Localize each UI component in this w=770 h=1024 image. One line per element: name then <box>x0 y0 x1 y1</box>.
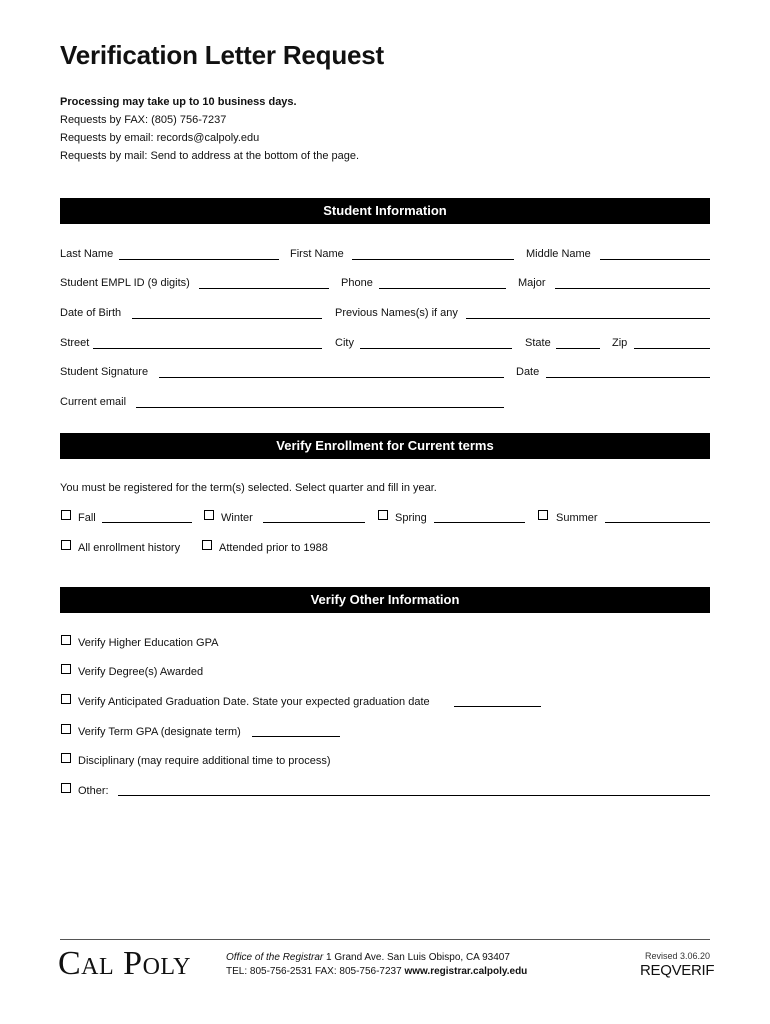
fax-info: Requests by FAX: (805) 756-7237 <box>60 114 227 126</box>
previous-names-field[interactable] <box>466 318 710 319</box>
street-address: 1 Grand Ave. San Luis Obispo, CA 93407 <box>326 952 510 963</box>
enrollment-instructions: You must be registered for the term(s) selected. Select quarter and fill in year. <box>60 482 437 494</box>
other-checkbox[interactable] <box>61 783 71 793</box>
other-label: Other: <box>78 785 109 797</box>
fall-label: Fall <box>78 512 96 524</box>
zip-field[interactable] <box>634 348 710 349</box>
other-info-heading: Verify Other Information <box>60 587 710 613</box>
enrollment-heading: Verify Enrollment for Current terms <box>60 433 710 459</box>
page-title: Verification Letter Request <box>60 40 385 70</box>
street-field[interactable] <box>93 348 322 349</box>
all-history-checkbox[interactable] <box>61 540 71 550</box>
dob-label: Date of Birth <box>60 307 122 319</box>
revised-date: Revised 3.06.20 <box>645 951 711 961</box>
gpa-label: Verify Higher Education GPA <box>78 637 219 649</box>
degrees-label: Verify Degree(s) Awarded <box>78 666 204 678</box>
disciplinary-label: Disciplinary (may require additional time to process) <box>78 755 331 767</box>
gpa-checkbox[interactable] <box>61 635 71 645</box>
spring-year-field[interactable] <box>434 522 525 523</box>
dob-field[interactable] <box>132 318 322 319</box>
middle-name-label: Middle Name <box>526 248 591 260</box>
summer-checkbox[interactable] <box>538 510 548 520</box>
state-field[interactable] <box>556 348 600 349</box>
phone-field[interactable] <box>379 288 506 289</box>
term-gpa-field[interactable] <box>252 736 340 737</box>
street-label: Street <box>60 337 90 349</box>
winter-label: Winter <box>221 512 253 524</box>
signature-field[interactable] <box>159 377 504 378</box>
first-name-label: First Name <box>290 248 344 260</box>
anticipated-label: Verify Anticipated Graduation Date. State your expected graduation date <box>78 696 430 708</box>
summer-year-field[interactable] <box>605 522 710 523</box>
major-label: Major <box>518 277 546 289</box>
last-name-label: Last Name <box>60 248 114 260</box>
city-field[interactable] <box>360 348 512 349</box>
signature-label: Student Signature <box>60 366 149 378</box>
anticipated-date-field[interactable] <box>454 706 541 707</box>
degrees-checkbox[interactable] <box>61 664 71 674</box>
spring-checkbox[interactable] <box>378 510 388 520</box>
tel-fax: TEL: 805-756-2531 FAX: 805-756-7237 <box>226 966 402 977</box>
phone-label: Phone <box>341 277 373 289</box>
date-field[interactable] <box>546 377 710 378</box>
empl-id-field[interactable] <box>199 288 329 289</box>
term-gpa-checkbox[interactable] <box>61 724 71 734</box>
state-label: State <box>525 337 551 349</box>
form-code: REQVERIF <box>640 962 715 979</box>
anticipated-checkbox[interactable] <box>61 694 71 704</box>
previous-names-label: Previous Names(s) if any <box>335 307 458 319</box>
fall-year-field[interactable] <box>102 522 192 523</box>
current-email-label: Current email <box>60 396 127 408</box>
term-gpa-label: Verify Term GPA (designate term) <box>78 726 241 738</box>
all-history-label: All enrollment history <box>78 542 181 554</box>
winter-checkbox[interactable] <box>204 510 214 520</box>
cal-poly-logo: Cal Poly <box>58 945 192 982</box>
summer-label: Summer <box>556 512 598 524</box>
email-info: Requests by email: records@calpoly.edu <box>60 132 260 144</box>
footer-divider <box>60 939 710 940</box>
other-field[interactable] <box>118 795 710 796</box>
winter-year-field[interactable] <box>263 522 365 523</box>
contact-line <box>226 966 527 977</box>
major-field[interactable] <box>555 288 710 289</box>
student-information-heading: Student Information <box>60 198 710 224</box>
fall-checkbox[interactable] <box>61 510 71 520</box>
prior-1988-checkbox[interactable] <box>202 540 212 550</box>
office-name: Office of the Registrar <box>226 952 324 963</box>
processing-note: Processing may take up to 10 business days. <box>60 96 297 108</box>
empl-id-label: Student EMPL ID (9 digits) <box>60 277 190 289</box>
date-label: Date <box>516 366 540 378</box>
mail-info: Requests by mail: Send to address at the bottom of the page. <box>60 150 360 162</box>
current-email-field[interactable] <box>136 407 504 408</box>
prior-1988-label: Attended prior to 1988 <box>219 542 328 554</box>
middle-name-field[interactable] <box>600 259 710 260</box>
disciplinary-checkbox[interactable] <box>61 753 71 763</box>
first-name-field[interactable] <box>352 259 514 260</box>
office-address <box>226 952 510 963</box>
zip-label: Zip <box>612 337 628 349</box>
spring-label: Spring <box>395 512 427 524</box>
city-label: City <box>335 337 354 349</box>
last-name-field[interactable] <box>119 259 279 260</box>
website-link[interactable]: www.registrar.calpoly.edu <box>404 966 528 977</box>
